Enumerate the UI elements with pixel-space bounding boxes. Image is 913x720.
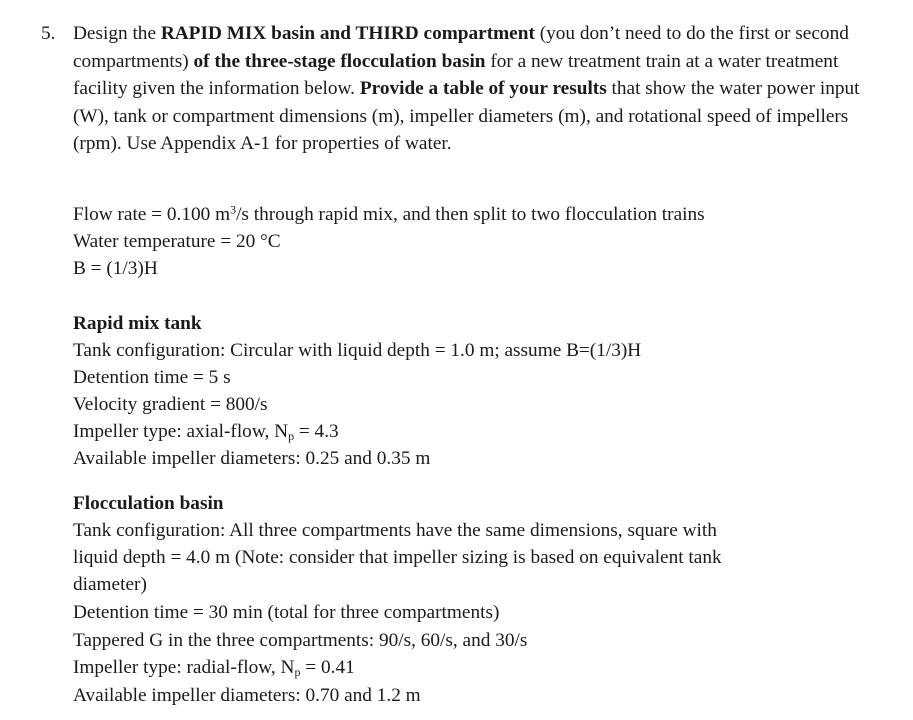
water-temperature-line: Water temperature = 20 °C [73, 231, 281, 252]
flocculation-config-line-3: diameter) [73, 574, 147, 595]
rapid-mix-impeller-text: Impeller type: axial-flow, N [73, 421, 289, 442]
rapid-mix-diameters: Available impeller diameters: 0.25 and 0.35 m [73, 448, 431, 469]
intro-text-3: for a new treatment train at a water treatment facility given the information below. [73, 50, 839, 99]
flocculation-impeller-subscript: p [294, 664, 301, 679]
flocculation-config-line-2: liquid depth = 4.0 m (Note: consider that impeller sizing is based on equivalent tank [73, 547, 722, 568]
intro-text-1: Design the [73, 23, 161, 44]
flow-rate-exponent: 3 [230, 202, 237, 217]
intro-bold-1: RAPID MIX basin and THIRD compartment [160, 23, 535, 44]
rapid-mix-impeller-value: = 4.3 [294, 421, 339, 442]
rapid-mix-detention: Detention time = 5 s [73, 367, 231, 388]
flocculation-tapered-g: Tappered G in the three compartments: 90/s, 60/s, and 30/s [73, 630, 528, 651]
problem-statement [73, 20, 893, 158]
flow-rate-line [73, 201, 705, 229]
ratio-line: B = (1/3)H [73, 258, 158, 279]
flocculation-heading: Flocculation basin [73, 493, 224, 514]
rapid-mix-gradient: Velocity gradient = 800/s [73, 394, 268, 415]
flocculation-impeller-value: = 0.41 [300, 657, 355, 678]
flocculation-detention: Detention time = 30 min (total for three compartments) [73, 602, 500, 623]
intro-bold-2: of the three-stage flocculation basin [193, 50, 486, 72]
flow-rate-text: Flow rate = 0.100 m [73, 204, 231, 225]
flocculation-impeller-text: Impeller type: radial-flow, N [73, 657, 295, 678]
flocculation-diameters: Available impeller diameters: 0.70 and 1.2 m [73, 685, 421, 706]
flocculation-config-line-1: Tank configuration: All three compartments have the same dimensions, square with [73, 520, 717, 541]
question-number: 5. [41, 23, 56, 44]
rapid-mix-config: Tank configuration: Circular with liquid depth = 1.0 m; assume B=(1/3)H [73, 340, 642, 361]
rapid-mix-impeller [73, 418, 339, 446]
intro-text-2: (you don’t need to do the first or second compartments) [73, 23, 849, 72]
intro-text-4: that show the water power input (W), tank or compartment dimensions (m), impeller diameters (m), and rotational speed of impellers (rpm). Use Appendix A-1 for properties of water. [73, 78, 860, 154]
rapid-mix-heading: Rapid mix tank [73, 313, 202, 334]
flocculation-impeller [73, 654, 355, 682]
flow-rate-rest: /s through rapid mix, and then split to two flocculation trains [236, 204, 705, 225]
intro-bold-3: Provide a table of your results [359, 78, 607, 99]
rapid-mix-impeller-subscript: p [288, 428, 295, 443]
